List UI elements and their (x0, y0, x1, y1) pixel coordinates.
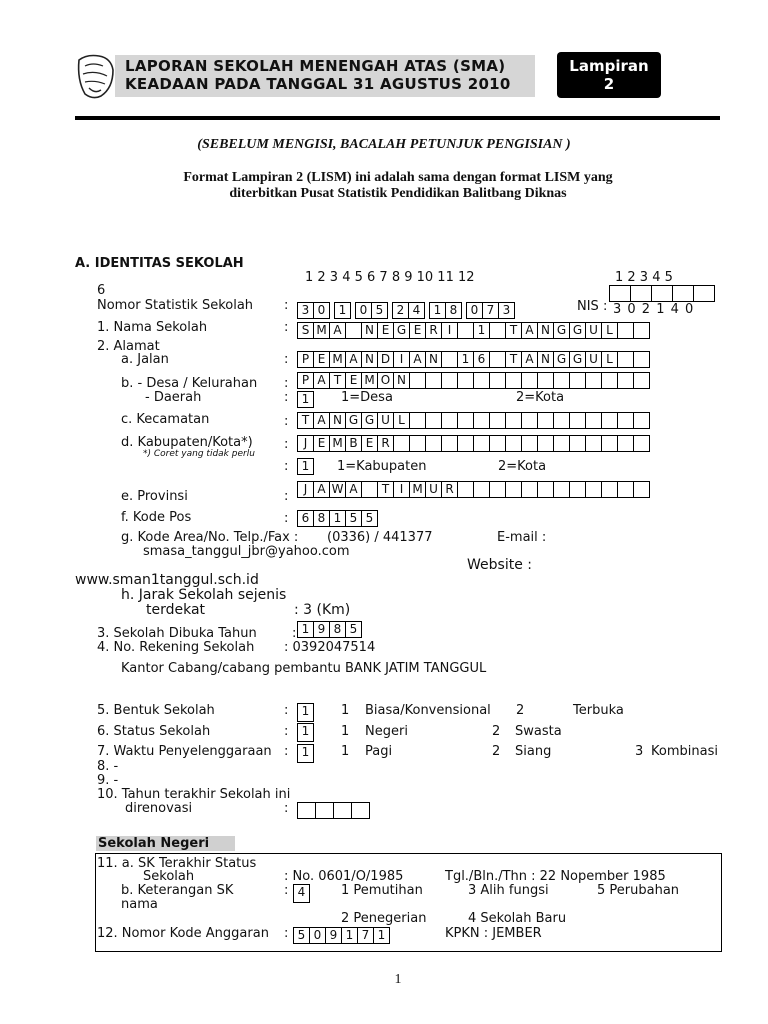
char-box[interactable] (457, 481, 474, 498)
nama-colon: : (284, 320, 289, 335)
char-box[interactable] (489, 322, 506, 339)
char-box[interactable] (505, 412, 522, 429)
email-label: E-mail : (497, 530, 547, 545)
char-box[interactable]: U (585, 351, 602, 368)
char-box[interactable]: N (425, 351, 442, 368)
nss-digit[interactable]: 1 (334, 302, 351, 319)
char-box[interactable] (345, 322, 362, 339)
char-box[interactable]: N (361, 322, 378, 339)
anggaran-boxes[interactable] (293, 927, 390, 944)
char-box[interactable] (601, 481, 618, 498)
desa-colon: : (284, 376, 289, 391)
char-box[interactable]: T (377, 481, 394, 498)
dibuka-label: 3. Sekolah Dibuka Tahun (97, 626, 257, 641)
char-box[interactable]: 5 (345, 621, 362, 638)
char-box[interactable] (505, 481, 522, 498)
char-box[interactable] (537, 372, 554, 389)
char-box[interactable] (585, 435, 602, 452)
char-box[interactable]: N (537, 322, 554, 339)
desa-label: b. - Desa / Kelurahan (121, 376, 258, 391)
char-box[interactable] (409, 412, 426, 429)
char-box[interactable]: R (441, 481, 458, 498)
char-box[interactable]: G (569, 322, 586, 339)
char-box[interactable] (409, 435, 426, 452)
lampiran-number: 2 (603, 75, 615, 93)
kodepos-colon: : (284, 511, 289, 526)
char-box[interactable]: S (297, 322, 314, 339)
status-label: 6. Status Sekolah (97, 724, 211, 739)
char-box[interactable]: G (569, 351, 586, 368)
char-box[interactable] (617, 435, 634, 452)
desa-boxes[interactable] (297, 372, 650, 389)
char-box[interactable] (425, 435, 442, 452)
email-value: smasa_tanggul_jbr@yahoo.com (143, 544, 350, 559)
char-box[interactable]: M (329, 351, 346, 368)
char-box[interactable]: U (425, 481, 442, 498)
char-box[interactable]: G (553, 322, 570, 339)
nss-colon: : (284, 298, 289, 313)
char-box[interactable] (633, 372, 650, 389)
char-box[interactable] (505, 435, 522, 452)
header-rule (75, 116, 720, 120)
char-box[interactable]: P (297, 372, 314, 389)
bentuk-option-1: Biasa/Konvensional (365, 703, 491, 718)
char-box[interactable]: R (425, 322, 442, 339)
char-box[interactable]: 8 (329, 621, 346, 638)
char-box[interactable]: A (345, 351, 362, 368)
char-box[interactable]: A (521, 322, 538, 339)
nss-group[interactable] (392, 302, 425, 319)
nis-top-boxes (609, 285, 715, 302)
char-box[interactable]: E (345, 372, 362, 389)
item-9: 9. - (97, 773, 119, 788)
char-box[interactable] (361, 481, 378, 498)
char-box[interactable] (489, 351, 506, 368)
item-8: 8. - (97, 759, 119, 774)
char-box[interactable]: T (297, 412, 314, 429)
char-box[interactable] (521, 372, 538, 389)
char-box[interactable]: 9 (313, 621, 330, 638)
jarak-label: h. Jarak Sekolah sejenis (121, 587, 287, 603)
char-box[interactable]: N (537, 351, 554, 368)
char-box[interactable]: G (345, 412, 362, 429)
char-box[interactable]: 0 (309, 927, 326, 944)
jalan-colon: : (284, 352, 289, 367)
rekening-value: : 0392047514 (284, 640, 376, 655)
nss-group[interactable] (355, 302, 388, 319)
kabupaten-type-box[interactable]: 1 (297, 458, 314, 475)
char-box[interactable]: 1 (329, 510, 346, 527)
kabupaten-option-kab: 1=Kabupaten (337, 459, 427, 474)
nama-boxes[interactable] (297, 322, 650, 339)
format-line-2: diterbitkan Pusat Statistik Pendidikan Balitbang Diknas (229, 186, 567, 201)
char-box[interactable] (441, 372, 458, 389)
char-box[interactable]: U (585, 322, 602, 339)
kabupaten-option-kota: 2=Kota (498, 459, 547, 474)
char-box[interactable]: N (329, 412, 346, 429)
telp-value: (0336) / 441377 (327, 530, 433, 545)
sk-label: 11. a. SK Terakhir Status (97, 856, 257, 871)
nss-group[interactable] (297, 302, 330, 319)
char-box[interactable]: 1 (341, 927, 358, 944)
waktu-label: 7. Waktu Penyelenggaraan (97, 744, 272, 759)
char-box[interactable] (409, 372, 426, 389)
char-box[interactable] (489, 481, 506, 498)
char-box[interactable]: R (377, 435, 394, 452)
waktu-option-1: Pagi (365, 744, 393, 759)
char-box[interactable] (505, 372, 522, 389)
char-box[interactable] (617, 372, 634, 389)
char-box[interactable]: L (393, 412, 410, 429)
keterangan-label: b. Keterangan SK (121, 883, 234, 898)
kantor-cabang: Kantor Cabang/cabang pembantu BANK JATIM TANGGUL (121, 661, 487, 676)
char-box[interactable]: L (601, 351, 618, 368)
nss-index-wrap: 6 (97, 283, 106, 298)
char-box[interactable] (601, 435, 618, 452)
jarak-label-2: terdekat (146, 602, 206, 618)
keterangan-option-2: 2 Penegerian (341, 911, 427, 926)
kabupaten-colon: : (284, 437, 289, 452)
char-box[interactable]: M (329, 435, 346, 452)
char-box[interactable]: A (313, 412, 330, 429)
logo-emblem (73, 50, 119, 102)
char-box[interactable]: E (313, 351, 330, 368)
char-box[interactable] (553, 481, 570, 498)
page-number: 1 (394, 972, 402, 987)
keterangan-box[interactable]: 4 (293, 884, 310, 901)
char-box[interactable] (601, 372, 618, 389)
dibuka-colon: : (292, 626, 297, 641)
char-box[interactable]: M (409, 481, 426, 498)
nss-group[interactable] (334, 302, 351, 319)
nss-digit[interactable]: 3 (498, 302, 515, 319)
char-box[interactable] (633, 412, 650, 429)
nss-digit[interactable]: 0 (466, 302, 483, 319)
char-box[interactable] (569, 412, 586, 429)
char-box[interactable] (457, 412, 474, 429)
char-box[interactable]: D (377, 351, 394, 368)
nss-boxes[interactable] (297, 302, 519, 319)
char-box[interactable]: N (393, 372, 410, 389)
char-box[interactable]: G (361, 412, 378, 429)
char-box[interactable] (617, 351, 634, 368)
rekening-label: 4. No. Rekening Sekolah (97, 640, 255, 655)
char-box[interactable] (521, 435, 538, 452)
provinsi-label: e. Provinsi (121, 489, 188, 504)
char-box[interactable] (585, 372, 602, 389)
sk-number: : No. 0601/O/1985 (284, 869, 404, 884)
kecamatan-colon: : (284, 414, 289, 429)
status-option-1-num: 1 (341, 724, 350, 739)
kabupaten-boxes[interactable] (297, 435, 650, 452)
char-box[interactable]: N (361, 351, 378, 368)
char-box[interactable] (457, 372, 474, 389)
char-box[interactable]: 5 (361, 510, 378, 527)
char-box[interactable] (585, 481, 602, 498)
bentuk-option-2-num: 2 (516, 703, 525, 718)
waktu-option-3-num: 3 (635, 744, 644, 759)
daerah-label: - Daerah (145, 390, 202, 405)
char-box[interactable] (633, 351, 650, 368)
kodepos-boxes[interactable] (297, 510, 378, 527)
daerah-option-kota: 2=Kota (516, 390, 565, 405)
char-box[interactable] (489, 372, 506, 389)
nss-digit[interactable]: 2 (392, 302, 409, 319)
char-box[interactable] (633, 322, 650, 339)
nss-digit[interactable]: 0 (355, 302, 372, 319)
char-box[interactable] (457, 435, 474, 452)
char-box[interactable]: 6 (473, 351, 490, 368)
daerah-box[interactable]: 1 (297, 391, 314, 408)
renovasi-label-2: direnovasi (125, 801, 193, 816)
char-box[interactable]: 1 (457, 351, 474, 368)
kabupaten-note: *) Coret yang tidak perlu (143, 449, 255, 459)
keterangan-option-5: 5 Perubahan (597, 883, 680, 898)
char-box[interactable] (441, 435, 458, 452)
nis-index-numbers: 1 2 3 4 5 (615, 270, 673, 285)
char-box[interactable] (585, 412, 602, 429)
char-box[interactable] (521, 412, 538, 429)
char-box[interactable]: A (329, 322, 346, 339)
char-box[interactable]: T (505, 351, 522, 368)
nis-value: 3 0 2 1 4 0 (613, 302, 695, 317)
nss-digit[interactable]: 8 (445, 302, 462, 319)
nss-label: Nomor Statistik Sekolah (97, 298, 254, 313)
waktu-colon: : (284, 744, 289, 759)
char-box[interactable] (553, 412, 570, 429)
char-box[interactable] (393, 435, 410, 452)
char-box[interactable]: J (297, 435, 314, 452)
alamat-label: 2. Alamat (97, 339, 160, 354)
nama-label: 1. Nama Sekolah (97, 320, 208, 335)
char-box[interactable]: M (361, 372, 378, 389)
char-box[interactable] (473, 481, 490, 498)
char-box[interactable] (569, 372, 586, 389)
waktu-option-1-num: 1 (341, 744, 350, 759)
char-box[interactable]: T (505, 322, 522, 339)
keterangan-option-3: 3 Alih fungsi (468, 883, 549, 898)
status-option-1: Negeri (365, 724, 408, 739)
char-box[interactable] (441, 412, 458, 429)
dibuka-boxes[interactable] (297, 621, 362, 638)
kecamatan-boxes[interactable] (297, 412, 650, 429)
char-box[interactable] (473, 435, 490, 452)
char-box[interactable] (617, 412, 634, 429)
nss-digit[interactable]: 5 (371, 302, 388, 319)
instruction-note: (SEBELUM MENGISI, BACALAH PETUNJUK PENGISIAN ) (197, 137, 571, 152)
char-box[interactable]: E (377, 322, 394, 339)
nss-digit[interactable]: 4 (408, 302, 425, 319)
daerah-option-desa: 1=Desa (341, 390, 393, 405)
char-box[interactable]: T (329, 372, 346, 389)
char-box[interactable]: O (377, 372, 394, 389)
char-box[interactable]: 6 (297, 510, 314, 527)
nss-group[interactable] (429, 302, 462, 319)
lampiran-badge (557, 52, 661, 98)
char-box[interactable]: E (409, 322, 426, 339)
provinsi-colon: : (284, 489, 289, 504)
status-colon: : (284, 724, 289, 739)
header-title-line2: KEADAAN PADA TANGGAL 31 AGUSTUS 2010 (125, 75, 511, 93)
char-box[interactable] (425, 412, 442, 429)
char-box[interactable] (425, 372, 442, 389)
daerah-colon: : (284, 390, 289, 405)
char-box[interactable]: E (313, 435, 330, 452)
char-box[interactable] (521, 481, 538, 498)
kodepos-label: f. Kode Pos (121, 510, 192, 525)
sk-date: Tgl./Bln./Thn : 22 Nopember 1985 (445, 869, 666, 884)
char-box[interactable] (633, 481, 650, 498)
lampiran-label: Lampiran (569, 57, 649, 75)
status-option-2: Swasta (515, 724, 562, 739)
provinsi-boxes[interactable] (297, 481, 650, 498)
kabupaten-label: d. Kabupaten/Kota*) (121, 435, 253, 450)
sk-label-2: Sekolah (143, 869, 195, 884)
char-box[interactable]: E (361, 435, 378, 452)
nis-label: NIS : (577, 299, 608, 314)
nss-index-numbers: 1 2 3 4 5 6 7 8 9 10 11 12 (305, 270, 475, 285)
bentuk-option-1-num: 1 (341, 703, 350, 718)
char-box[interactable]: 1 (373, 927, 390, 944)
char-box[interactable]: 5 (345, 510, 362, 527)
char-box[interactable]: U (377, 412, 394, 429)
keterangan-option-4: 4 Sekolah Baru (468, 911, 567, 926)
char-box[interactable]: 8 (313, 510, 330, 527)
char-box[interactable]: I (393, 481, 410, 498)
jarak-value: : 3 (Km) (294, 602, 351, 618)
website-value: www.sman1tanggul.sch.id (75, 572, 259, 588)
char-box[interactable]: G (553, 351, 570, 368)
nss-digit[interactable]: 7 (482, 302, 499, 319)
bentuk-box[interactable]: 1 (297, 703, 314, 720)
bentuk-label: 5. Bentuk Sekolah (97, 703, 215, 718)
char-box[interactable] (473, 372, 490, 389)
char-box[interactable] (553, 435, 570, 452)
jalan-label: a. Jalan (121, 352, 169, 367)
kabupaten-type-colon: : (284, 459, 289, 474)
kecamatan-label: c. Kecamatan (121, 412, 210, 427)
char-box[interactable]: M (313, 322, 330, 339)
char-box[interactable] (537, 412, 554, 429)
format-line-1: Format Lampiran 2 (LISM) ini adalah sama dengan format LISM yang (183, 170, 613, 185)
char-box[interactable] (441, 351, 458, 368)
char-box[interactable]: W (329, 481, 346, 498)
keterangan-colon: : (284, 883, 289, 898)
nss-digit[interactable]: 3 (297, 302, 314, 319)
header-title-line1: LAPORAN SEKOLAH MENENGAH ATAS (SMA) (125, 57, 506, 75)
char-box[interactable] (617, 322, 634, 339)
char-box[interactable]: I (441, 322, 458, 339)
waktu-box[interactable]: 1 (297, 744, 314, 761)
telp-label: g. Kode Area/No. Telp./Fax : (121, 530, 299, 545)
char-box[interactable]: B (345, 435, 362, 452)
char-box[interactable]: A (345, 481, 362, 498)
char-box[interactable]: P (297, 351, 314, 368)
char-box[interactable]: I (393, 351, 410, 368)
char-box[interactable]: A (521, 351, 538, 368)
waktu-option-2-num: 2 (492, 744, 501, 759)
char-box[interactable] (633, 435, 650, 452)
nss-group[interactable] (466, 302, 515, 319)
char-box[interactable] (553, 372, 570, 389)
negeri-title: Sekolah Negeri (96, 836, 235, 851)
char-box[interactable]: 1 (473, 322, 490, 339)
status-box[interactable]: 1 (297, 723, 314, 740)
waktu-option-3: Kombinasi (651, 744, 718, 759)
kpkn-value: KPKN : JEMBER (445, 926, 542, 941)
anggaran-label: 12. Nomor Kode Anggaran (97, 926, 269, 941)
nss-digit[interactable]: 0 (313, 302, 330, 319)
website-label: Website : (467, 557, 532, 573)
char-box[interactable]: 7 (357, 927, 374, 944)
char-box[interactable]: A (409, 351, 426, 368)
char-box[interactable] (569, 435, 586, 452)
char-box[interactable] (569, 481, 586, 498)
char-box[interactable] (601, 412, 618, 429)
status-option-2-num: 2 (492, 724, 501, 739)
section-a-title: A. IDENTITAS SEKOLAH (75, 256, 244, 271)
keterangan-label-2: nama (121, 897, 158, 912)
renovasi-boxes[interactable] (297, 802, 370, 819)
char-box[interactable]: 5 (293, 927, 310, 944)
keterangan-option-1: 1 Pemutihan (341, 883, 423, 898)
char-box[interactable]: L (601, 322, 618, 339)
char-box[interactable]: G (393, 322, 410, 339)
char-box[interactable]: A (313, 372, 330, 389)
char-box[interactable]: A (313, 481, 330, 498)
renovasi-label: 10. Tahun terakhir Sekolah ini (97, 787, 291, 802)
anggaran-colon: : (284, 926, 289, 941)
bentuk-option-2: Terbuka (573, 703, 624, 718)
char-box[interactable] (537, 481, 554, 498)
nss-digit[interactable]: 1 (429, 302, 446, 319)
renovasi-colon: : (284, 801, 289, 816)
char-box[interactable] (489, 412, 506, 429)
char-box[interactable] (537, 435, 554, 452)
char-box[interactable]: 1 (297, 621, 314, 638)
char-box[interactable] (473, 412, 490, 429)
char-box[interactable] (489, 435, 506, 452)
char-box[interactable] (457, 322, 474, 339)
bentuk-colon: : (284, 703, 289, 718)
char-box[interactable]: 9 (325, 927, 342, 944)
waktu-option-2: Siang (515, 744, 552, 759)
char-box[interactable] (617, 481, 634, 498)
char-box[interactable]: J (297, 481, 314, 498)
jalan-boxes[interactable] (297, 351, 650, 368)
